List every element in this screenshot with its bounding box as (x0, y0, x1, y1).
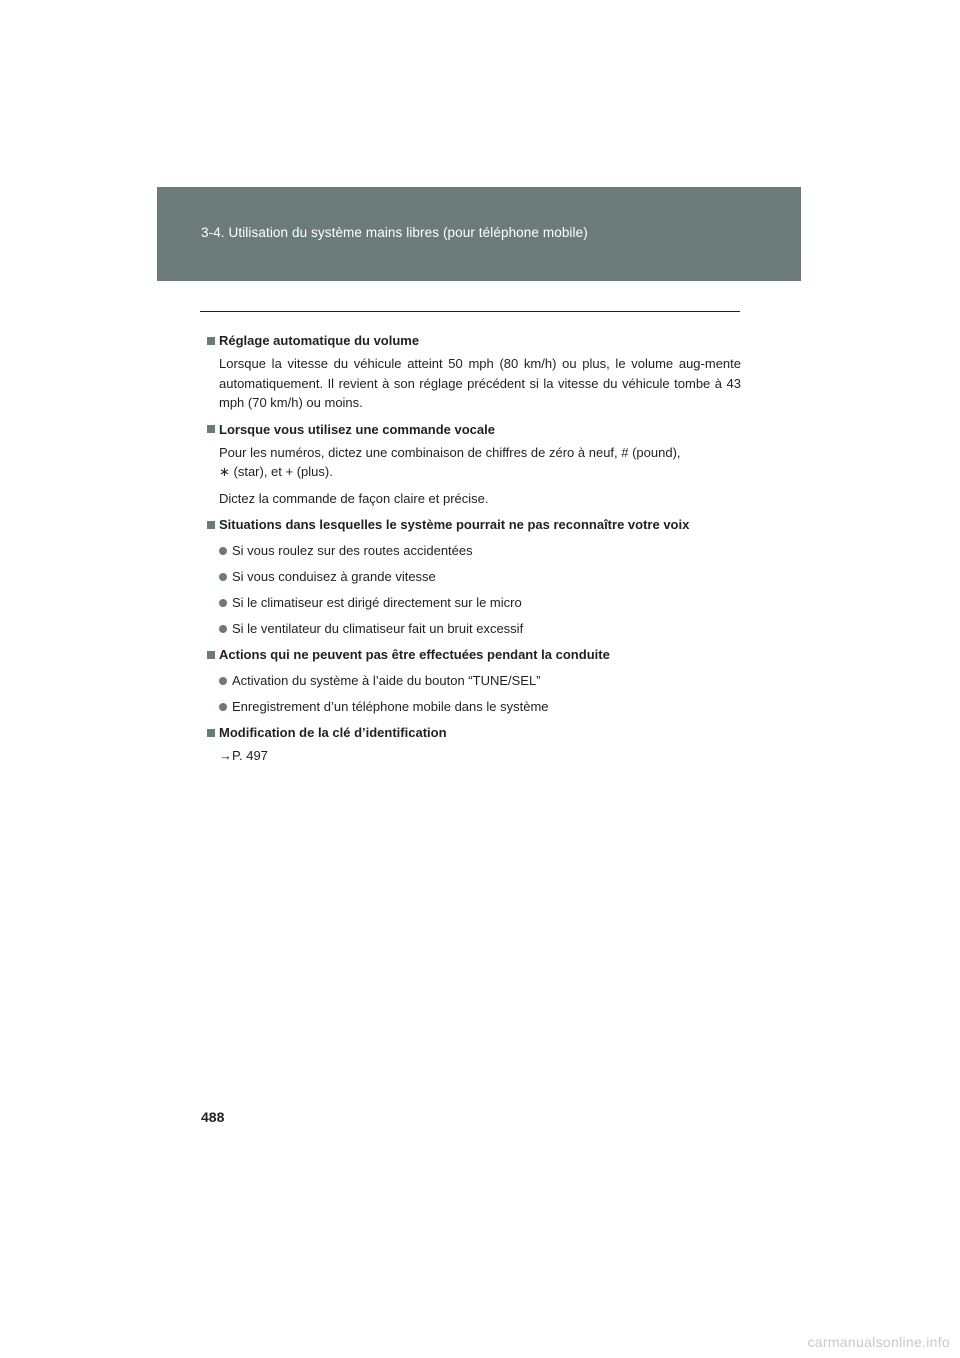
square-bullet-icon (207, 651, 215, 659)
circle-bullet-icon (219, 677, 227, 685)
list-item-text: Si vous conduisez à grande vitesse (232, 569, 436, 584)
list-item-text: Activation du système à l’aide du bouton “TUNE/SEL” (232, 673, 541, 688)
paragraph-line: ∗ (star), et + (plus). (219, 464, 333, 479)
square-bullet-icon (207, 425, 215, 433)
circle-bullet-icon (219, 703, 227, 711)
heading-text: Réglage automatique du volume (219, 333, 420, 348)
section-heading (207, 331, 741, 350)
paragraph: Lorsque la vitesse du véhicule atteint 50 mph (80 km/h) ou plus, le volume aug-mente automatiquement. Il revient à son réglage précédent si la vitesse du véhicule tombe à 43 mph (70 km/h) ou moins. (219, 356, 741, 410)
section-driving-restrictions (207, 645, 741, 716)
list-item (219, 697, 741, 716)
list-item (219, 593, 741, 612)
list-item (219, 567, 741, 586)
section-heading (207, 723, 741, 742)
circle-bullet-icon (219, 599, 227, 607)
page-number: 488 (201, 1109, 225, 1125)
list-item-text: Si le ventilateur du climatiseur fait un bruit excessif (232, 621, 524, 636)
page-reference-link[interactable]: →P. 497 (219, 748, 268, 763)
paragraph: Dictez la commande de façon claire et précise. (219, 490, 489, 506)
circle-bullet-icon (219, 573, 227, 581)
chapter-header-band (157, 187, 801, 281)
list-item-text: Si vous roulez sur des routes accidentées (232, 543, 473, 558)
paragraph (219, 443, 741, 482)
page-content (207, 331, 741, 773)
section-voice-command (207, 420, 741, 509)
square-bullet-icon (207, 729, 215, 737)
section-heading (207, 420, 741, 439)
square-bullet-icon (207, 337, 215, 345)
list-item-text: Si le climatiseur est dirigé directement sur le micro (232, 595, 522, 610)
section-recognition-issues (207, 515, 741, 638)
heading-text: Lorsque vous utilisez une commande vocale (219, 421, 495, 437)
list-item (219, 541, 741, 560)
chapter-title: 3-4. Utilisation du système mains libres (pour téléphone mobile) (201, 225, 588, 240)
section-heading (207, 645, 741, 664)
heading-text: Situations dans lesquelles le système pourrait ne pas reconnaître votre voix (219, 517, 690, 532)
list-item (219, 671, 741, 690)
square-bullet-icon (207, 521, 215, 529)
list-item-text: Enregistrement d’un téléphone mobile dans le système (232, 699, 549, 714)
heading-text: Modification de la clé d’identification (219, 725, 447, 740)
circle-bullet-icon (219, 547, 227, 555)
section-heading (207, 515, 741, 534)
paragraph-line: Pour les numéros, dictez une combinaison de chiffres de zéro à neuf, # (pound), (219, 444, 681, 460)
list-item (219, 619, 741, 638)
circle-bullet-icon (219, 625, 227, 633)
heading-text: Actions qui ne peuvent pas être effectuées pendant la conduite (219, 647, 610, 662)
watermark: carmanualsonline.info (807, 1334, 950, 1350)
section-divider (200, 311, 740, 312)
section-volume (207, 331, 741, 413)
section-id-code (207, 723, 741, 766)
